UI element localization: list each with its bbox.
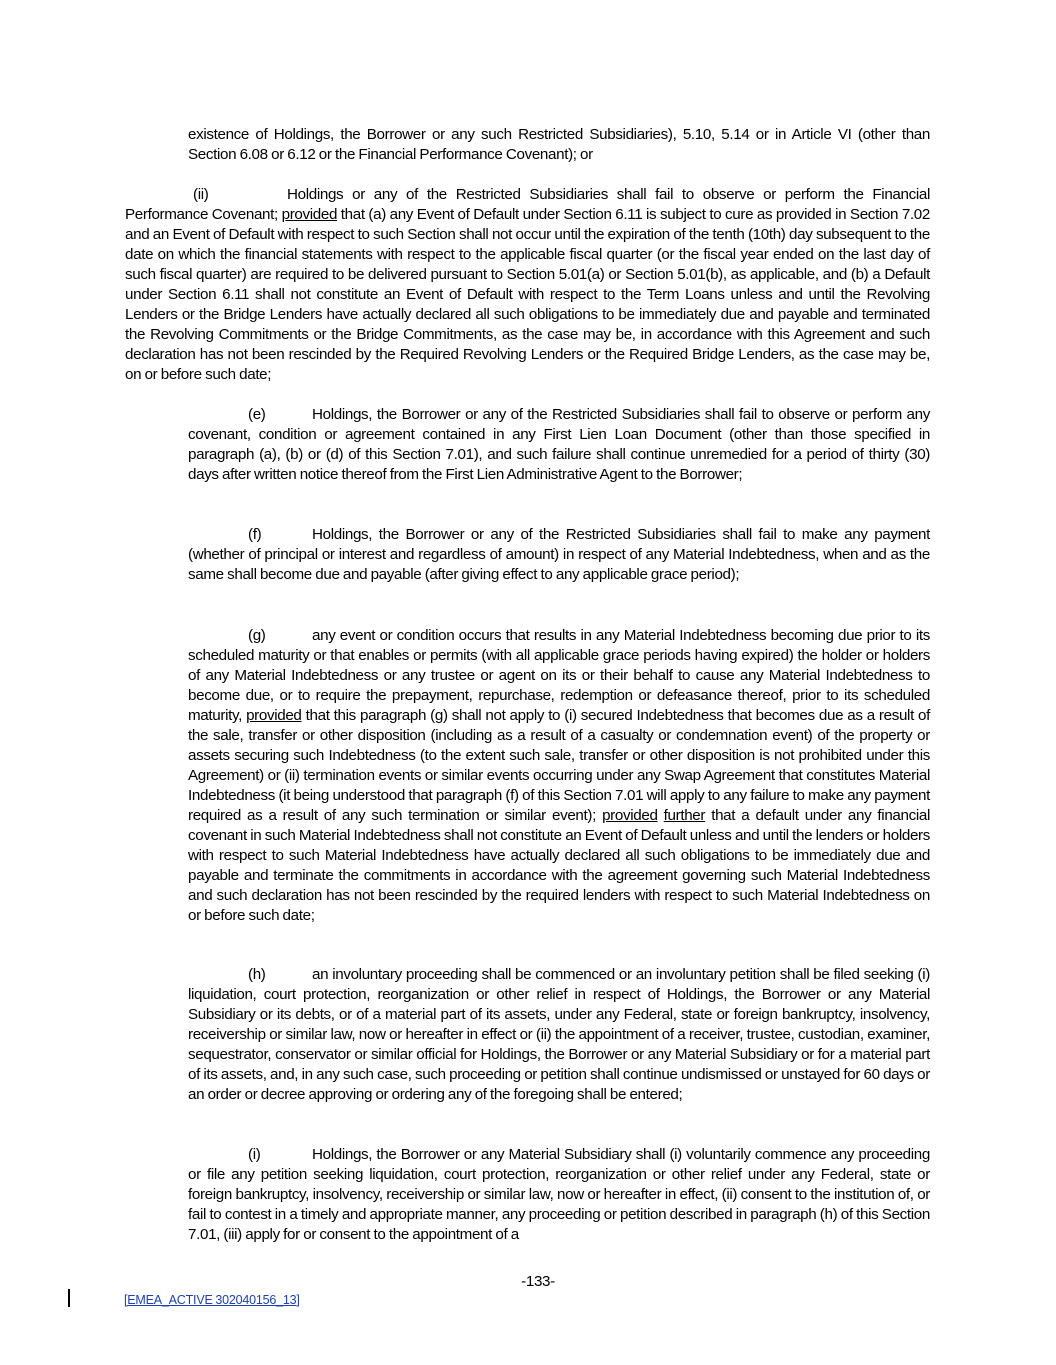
defined-term-provided: provided <box>281 206 338 223</box>
paragraph-label: (e) <box>248 406 266 423</box>
paragraph-i: (i) Holdings, the Borrower or any Material Subsidiary shall (i) voluntarily commence any proceeding or file any petition seeking liquidation, court protection, reorganization or other relief under any Federal, state or foreign bankruptcy, insolvency, receivership or similar law, now or hereafter in effect, (ii) consent to the institution of, or fail to contest in a timely and appropriate manner, any proceeding or petition described in paragraph (h) of this Section 7.01, (iii) apply for or consent to the appointment of a <box>188 1146 930 1243</box>
defined-term-further: further <box>663 807 706 824</box>
paragraph-e: (e) Holdings, the Borrower or any of the Restricted Subsidiaries shall fail to observe or perform any covenant, condition or agreement contained in any First Lien Loan Document (other than those specified in paragraph (a), (b) or (d) of this Section 7.01), and such failure shall continue unremedied for a period of thirty (30) days after written notice thereof from the First Lien Administrative Agent to the Borrower; <box>188 406 930 483</box>
paragraph-f: (f) Holdings, the Borrower or any of the Restricted Subsidiaries shall fail to make any payment (whether of principal or interest and regardless of amount) in respect of any Material Indebtedness, when and as the same shall become due and payable (after giving effect to any applicable grace period); <box>188 526 930 583</box>
paragraph-ii: (ii) Holdings or any of the Restricted Subsidiaries shall fail to observe or perform the Financial Performance Covenant; provided that (a) any Event of Default under Section 6.11 is subject to cure as provided in Section 7.02 and an Event of Default with respect to such Section shall not occur until the expiration of the tenth (10th) day subsequent to the date on which the financial statements with respect to the applicable fiscal quarter (or the fiscal year ended on the last day of such fiscal quarter) are required to be delivered pursuant to Section 5.01(a) or Section 5.01(b), as applicable, and (b) a Default under Section 6.11 shall not constitute an Event of Default with respect to the Term Loans unless and until the Revolving Lenders or the Bridge Lenders have actually declared all such obligations to be immediately due and payable and terminated the Revolving Commitments or the Bridge Commitments, as the case may be, in accordance with this Agreement and such declaration has not been rescinded by the Required Revolving Lenders or the Required Bridge Lenders, as the case may be, on or before such date; <box>125 186 930 383</box>
paragraph-label: (f) <box>248 526 262 543</box>
paragraph-label: (g) <box>248 627 266 644</box>
page-number: -133- <box>521 1273 555 1290</box>
change-bar <box>68 1289 70 1307</box>
paragraph-label: (h) <box>248 966 266 983</box>
defined-term-provided: provided <box>602 807 658 824</box>
paragraph-label: (ii) <box>193 186 209 203</box>
paragraph-g: (g) any event or condition occurs that results in any Material Indebtedness becoming due prior to its scheduled maturity or that enables or permits (with all applicable grace periods having expired) the holder or holders of any Material Indebtedness or any trustee or agent on its or their behalf to cause any Material Indebtedness to become due, or to require the prepayment, repurchase, redemption or defeasance thereof, prior to its scheduled maturity, provided that this paragraph (g) shall not apply to (i) secured Indebtedness that becomes due as a result of the sale, transfer or other disposition (including as a result of a casualty or condemnation event) of the property or assets securing such Indebtedness (to the extent such sale, transfer or other disposition is not prohibited under this Agreement) or (ii) termination events or similar events occurring under any Swap Agreement that constitutes Material Indebtedness (it being understood that paragraph (f) of this Section 7.01 will apply to any failure to make any payment required as a result of any such termination or similar event); provided further that a default under any financial covenant in such Material Indebtedness shall not constitute an Event of Default unless and until the lenders or holders with respect to such Material Indebtedness have actually declared all such obligations to be immediately due and payable and terminate the commitments in accordance with the agreement governing such Material Indebtedness and such declaration has not been rescinded by the required lenders with respect to such Material Indebtedness on or before such date; <box>188 627 930 924</box>
paragraph-h: (h) an involuntary proceeding shall be commenced or an involuntary petition shall be filed seeking (i) liquidation, court protection, reorganization or other relief in respect of Holdings, the Borrower or any Material Subsidiary or its debts, or of a material part of its assets, under any Federal, state or foreign bankruptcy, insolvency, receivership or similar law, now or hereafter in effect or (ii) the appointment of a receiver, trustee, custodian, examiner, sequestrator, conservator or similar official for Holdings, the Borrower or any Material Subsidiary or for a material part of its assets, and, in any such case, such proceeding or petition shall continue undismissed or unstayed for 60 days or an order or decree approving or ordering any of the foregoing shall be entered; <box>188 966 930 1103</box>
defined-term-provided: provided <box>246 707 302 724</box>
continuation-paragraph: existence of Holdings, the Borrower or any such Restricted Subsidiaries), 5.10, 5.14 or in Article VI (other than Section 6.08 or 6.12 or the Financial Performance Covenant); or <box>188 126 930 163</box>
document-reference-link[interactable]: [EMEA_ACTIVE 302040156_13] <box>124 1293 300 1307</box>
paragraph-label: (i) <box>248 1146 261 1163</box>
